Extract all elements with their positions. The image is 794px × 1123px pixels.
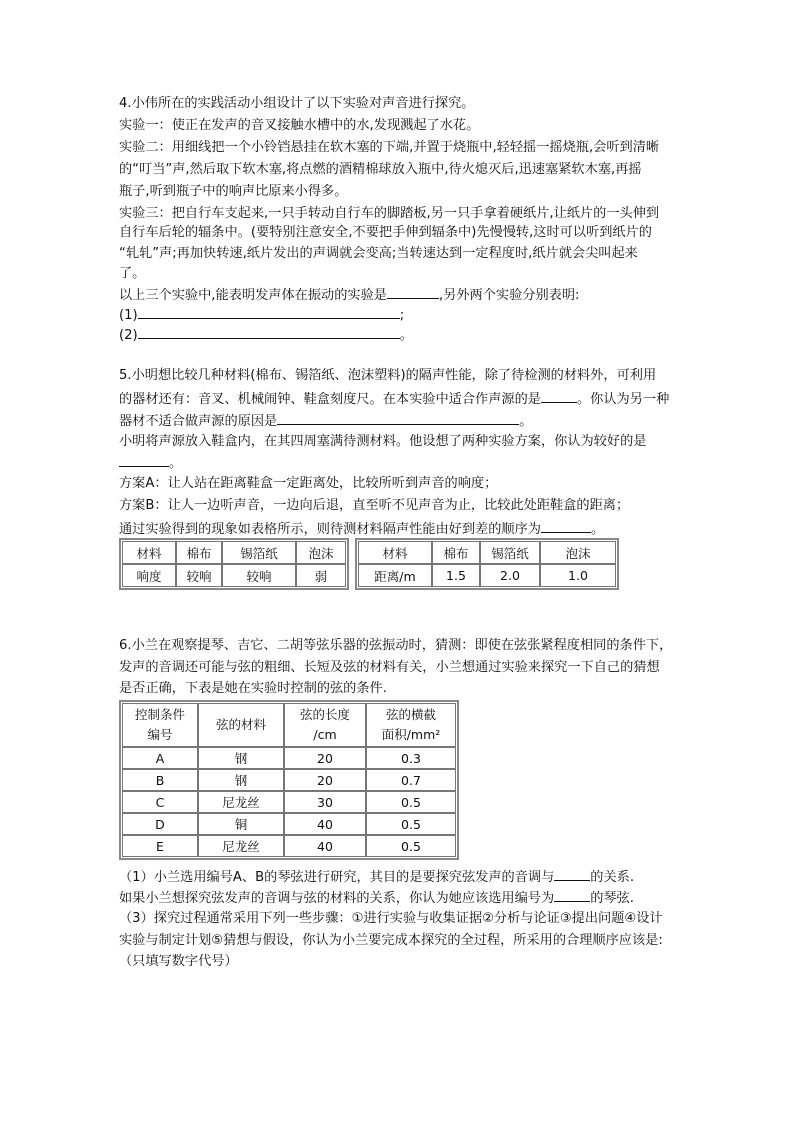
q6-sub-1-blank[interactable] <box>554 866 590 881</box>
q6-sub-3-line-2: 实验与制定计划⑤猜想与假设，你认为小兰要完成本探究的全过程，所采用的合理顺序应该是: <box>119 933 663 948</box>
table-cell: 0.7 <box>366 769 456 791</box>
table-cell: A <box>122 747 198 769</box>
table-header-cell: 棉布 <box>432 541 480 564</box>
table-cell: 钢 <box>198 769 284 791</box>
q6-sub-1 <box>119 866 634 888</box>
table-header-cell: 棉布 <box>176 541 222 564</box>
table-cell: D <box>122 813 198 835</box>
table-cell: 响度 <box>122 564 176 587</box>
table-cell: 尼龙丝 <box>198 791 284 813</box>
q6-line-1: 6.小兰在观察提琴、吉它、二胡等弦乐器的弦振动时，猜测：即使在弦张紧程度相同的条件下， <box>119 638 673 653</box>
table-cell: 1.0 <box>540 564 616 587</box>
table-cell: 较响 <box>176 564 222 587</box>
table-cell: 0.5 <box>366 813 456 835</box>
q4-item-2 <box>119 324 413 346</box>
table-cell: 40 <box>284 835 366 857</box>
q5-line-2-text-a: 的器材还有：音叉、机械闹钟、鞋盒刻度尺。在本实验中适合作声源的是 <box>119 392 541 407</box>
q5-line-3-text-b: 。 <box>519 414 533 429</box>
table-header-cell: 锡箔纸 <box>222 541 296 564</box>
table-cell: 钢 <box>198 747 284 769</box>
table-cell: 20 <box>284 769 366 791</box>
table-header-cell: 材料 <box>122 541 176 564</box>
q5-plan-blank[interactable] <box>119 452 169 467</box>
q4-experiment-3-line-3: “轧轧”声;再加快转速,纸片发出的声调就会变高;当转速达到一定程度时,纸片就会尖叫起来 <box>119 246 638 261</box>
table-header-cell: 泡沫 <box>296 541 346 564</box>
table-cell: 0.3 <box>366 747 456 769</box>
table-cell: C <box>122 791 198 813</box>
table-row <box>122 747 456 769</box>
table-row <box>122 791 456 813</box>
q6-sub-2-blank[interactable] <box>554 887 590 902</box>
q5-plan-a: 方案A：让人站在距离鞋盒一定距离处，比较所听到声音的响度； <box>119 476 498 491</box>
q4-answer-blank[interactable] <box>387 284 439 299</box>
table-row <box>122 541 346 564</box>
q4-experiment-2-line-3: 瓶子,听到瓶子中的响声比原来小得多。 <box>119 184 348 199</box>
table-row <box>122 813 456 835</box>
q5-order-blank[interactable] <box>541 518 591 533</box>
q5-reason-blank[interactable] <box>277 410 519 425</box>
q4-item-1-end: ; <box>399 308 405 323</box>
table-header-cell: 弦的长度 /cm <box>284 703 366 747</box>
table-cell: 距离/m <box>358 564 432 587</box>
q5-sound-source-blank[interactable] <box>541 388 577 403</box>
q6-sub-3-line-3: （只填写数字代号） <box>119 954 238 969</box>
table-cell: 较响 <box>222 564 296 587</box>
q5-line-8-end: 。 <box>591 522 605 537</box>
table-header-cell: 控制条件 编号 <box>122 703 198 747</box>
q4-item-2-blank[interactable] <box>138 324 400 339</box>
table-cell: B <box>122 769 198 791</box>
q5-line-1: 5.小明想比较几种材料(棉布、锡箔纸、泡沫塑料)的隔声性能，除了待检测的材料外，可利用 <box>119 368 657 383</box>
q6-sub-2 <box>119 887 634 909</box>
table-header-cell: 弦的材料 <box>198 703 284 747</box>
q4-question <box>119 284 579 306</box>
q6-sub-3-line-1: （3）探究过程通常采用下列一些步骤：①进行实验与收集证据②分析与论证③提出问题④设计 <box>119 911 663 926</box>
table-cell: 0.5 <box>366 791 456 813</box>
table-cell: 弱 <box>296 564 346 587</box>
q4-item-2-label: (2) <box>119 328 138 343</box>
q5-line-4: 小明将声源放入鞋盒内，在其四周塞满待测材料。他设想了两种实验方案，你认为较好的是 <box>119 434 647 449</box>
q6-string-conditions-table <box>119 700 459 860</box>
q4-experiment-3-line-4: 了。 <box>119 266 146 281</box>
table-cell: 30 <box>284 791 366 813</box>
q4-item-1-label: (1) <box>119 308 138 323</box>
q5-line-2-text-b: 。你认为另一种 <box>577 392 670 407</box>
q4-item-1-blank[interactable] <box>138 304 400 319</box>
table-header-cell: 锡箔纸 <box>480 541 540 564</box>
q4-title: 4.小伟所在的实践活动小组设计了以下实验对声音进行探究。 <box>119 96 475 111</box>
q5-line-5 <box>119 452 182 474</box>
q5-line-3 <box>119 410 532 432</box>
q6-sub-1-text-a: （1）小兰选用编号A、B的琴弦进行研究，其目的是要探究弦发声的音调与 <box>119 870 555 885</box>
table-cell: 0.5 <box>366 835 456 857</box>
table-row <box>122 835 456 857</box>
table-header-cell: 弦的横截 面积/mm² <box>366 703 456 747</box>
table-row <box>122 769 456 791</box>
q5-line-3-text-a: 器材不适合做声源的原因是 <box>119 414 278 429</box>
q4-item-2-end: 。 <box>399 328 413 343</box>
table-cell: 铜 <box>198 813 284 835</box>
q4-item-1 <box>119 304 404 326</box>
q6-sub-1-text-b: 的关系. <box>590 870 635 885</box>
table-row <box>358 564 616 587</box>
table-cell: 40 <box>284 813 366 835</box>
q5-line-8-text-a: 通过实验得到的现象如表格所示，则待测材料隔声性能由好到差的顺序为 <box>119 522 541 537</box>
q4-experiment-2-line-1: 实验二：用细线把一个小铃铛悬挂在软木塞的下端,并置于烧瓶中,轻轻摇一摇烧瓶,会听到清晰 <box>119 140 660 155</box>
table-cell: 1.5 <box>432 564 480 587</box>
q6-line-3: 是否正确，下表是她在实验时控制的弦的条件. <box>119 681 387 696</box>
table-cell: 2.0 <box>480 564 540 587</box>
q5-plan-b: 方案B：让人一边听声音，一边向后退，直至听不见声音为止，比较此处距鞋盒的距离； <box>119 498 630 513</box>
table-header-cell: 泡沫 <box>540 541 616 564</box>
q5-line-2 <box>119 388 669 410</box>
q4-experiment-3-line-2: 自行车后轮的辐条中。(要特别注意安全,不要把手伸到辐条中)先慢慢转,这时可以听到纸片的 <box>119 225 652 240</box>
table-cell: 尼龙丝 <box>198 835 284 857</box>
q5-loudness-table <box>119 538 349 590</box>
table-cell: E <box>122 835 198 857</box>
q4-experiment-3-line-1: 实验三：把自行车支起来,一只手转动自行车的脚踏板,另一只手拿着硬纸片,让纸片的一头伸到 <box>119 206 660 221</box>
table-cell: 20 <box>284 747 366 769</box>
q4-experiment-2-line-2: 的“叮当”声,然后取下软木塞,将点燃的酒精棉球放入瓶中,待火熄灭后,迅速塞紧软木塞,再摇 <box>119 162 642 177</box>
q5-distance-table <box>355 538 619 590</box>
q4-experiment-1: 实验一：使正在发声的音叉接触水槽中的水,发现溅起了水花。 <box>119 118 480 133</box>
table-header-cell: 材料 <box>358 541 432 564</box>
q5-line-5-end: 。 <box>169 456 183 471</box>
table-row <box>122 564 346 587</box>
q4-question-text-a: 以上三个实验中,能表明发声体在振动的实验是 <box>119 288 387 303</box>
table-row <box>122 703 456 747</box>
table-row <box>358 541 616 564</box>
q6-line-2: 发声的音调还可能与弦的粗细、长短及弦的材料有关，小兰想通过实验来探究一下自己的猜想 <box>119 660 660 675</box>
q6-sub-2-text-a: 如果小兰想探究弦发声的音调与弦的材料的关系，你认为她应该选用编号为 <box>119 891 555 906</box>
q6-sub-2-text-b: 的琴弦. <box>590 891 634 906</box>
q4-question-text-b: ,另外两个实验分别表明: <box>438 288 580 303</box>
q5-line-8 <box>119 518 604 540</box>
